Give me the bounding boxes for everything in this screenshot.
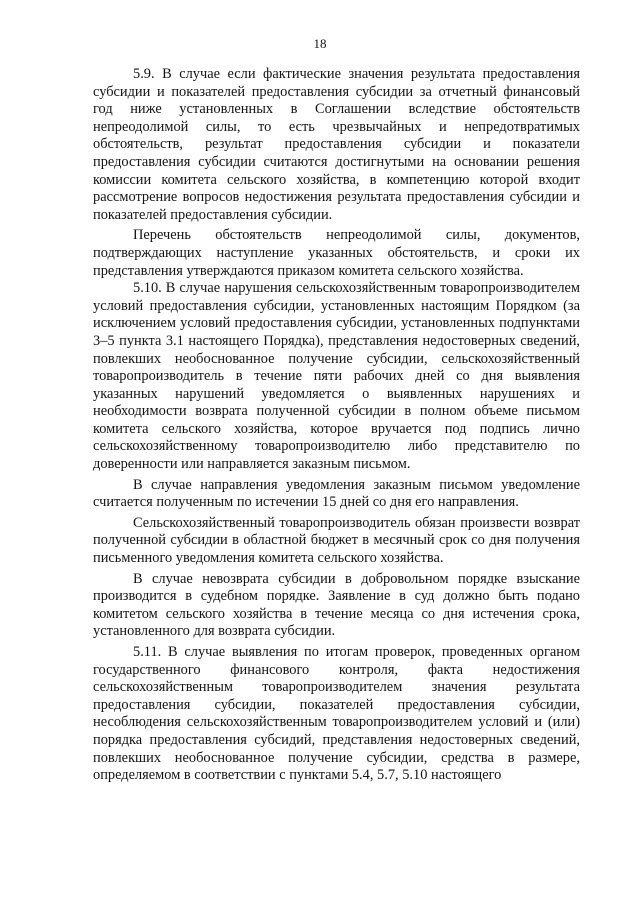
paragraph-court-recovery: В случае невозврата субсидии в добровольном порядке взыскание производится в судебном порядке. Заявление в суд должно быть подано комитетом сельского хозяйства в течение месяца со дня истечения срока, установленного для возврата субсидии. [93, 570, 580, 640]
paragraph-force-majeure-list: Перечень обстоятельств непреодолимой силы, документов, подтверждающих наступление указанных обстоятельств, и сроки их представления утверждаются приказом комитета сельского хозяйства. [93, 227, 580, 279]
paragraph-5-11: 5.11. В случае выявления по итогам проверок, проведенных органом государственного финансового контроля, факта недостижения сельскохозяйственным товаропроизводителем значения результата предоставления субсидии, показателей предоставления субсидии, несоблюдения сельскохозяйственным товаропроизводителем условий и (или) порядка предоставления субсидий, представления недостоверных сведений, повлекших необоснованное получение субсидии, средства в размере, определяемом в соответствии с пунктами 5.4, 5.7, 5.10 настоящего [93, 644, 580, 784]
paragraph-5-10: 5.10. В случае нарушения сельскохозяйственным товаропроизводителем условий предоставления субсидии, установленных настоящим Порядком (за исключением условий предоставления субсидии, установленных подпунктами 3–5 пункта 3.1 настоящего Порядка), представления недостоверных сведений, повлекших необоснованное получение субсидии, сельскохозяйственный товаропроизводитель в течение пяти рабочих дней со дня выявления указанных нарушений уведомляется о выявленных нарушениях и необходимости возврата полученной субсидии в полном объеме письмом комитета сельского хозяйства, которое вручается под подпись лично сельскохозяйственному товаропроизводителю либо представителю по доверенности или направляется заказным письмом. [93, 280, 580, 473]
paragraph-registered-mail-notice: В случае направления уведомления заказным письмом уведомление считается полученным по истечении 15 дней со дня его направления. [93, 476, 580, 511]
paragraph-subsidy-return: Сельскохозяйственный товаропроизводитель обязан произвести возврат полученной субсидии в областной бюджет в месячный срок со дня получения письменного уведомления комитета сельского хозяйства. [93, 514, 580, 567]
document-body [93, 66, 580, 785]
page-number: 18 [313, 36, 327, 51]
paragraph-5-9: 5.9. В случае если фактические значения результата предоставления субсидии и показателей предоставления субсидии за отчетный финансовый год ниже установленных в Соглашении вследствие обстоятельств непреодолимой силы, то есть чрезвычайных и непредотвратимых обстоятельств, результат предоставления субсидии и показатели предоставления субсидии считаются достигнутыми на основании решения комиссии комитета сельского хозяйства, в компетенцию которой входит рассмотрение вопросов недостижения результата предоставления субсидии и показателей предоставления субсидии. [93, 66, 580, 223]
